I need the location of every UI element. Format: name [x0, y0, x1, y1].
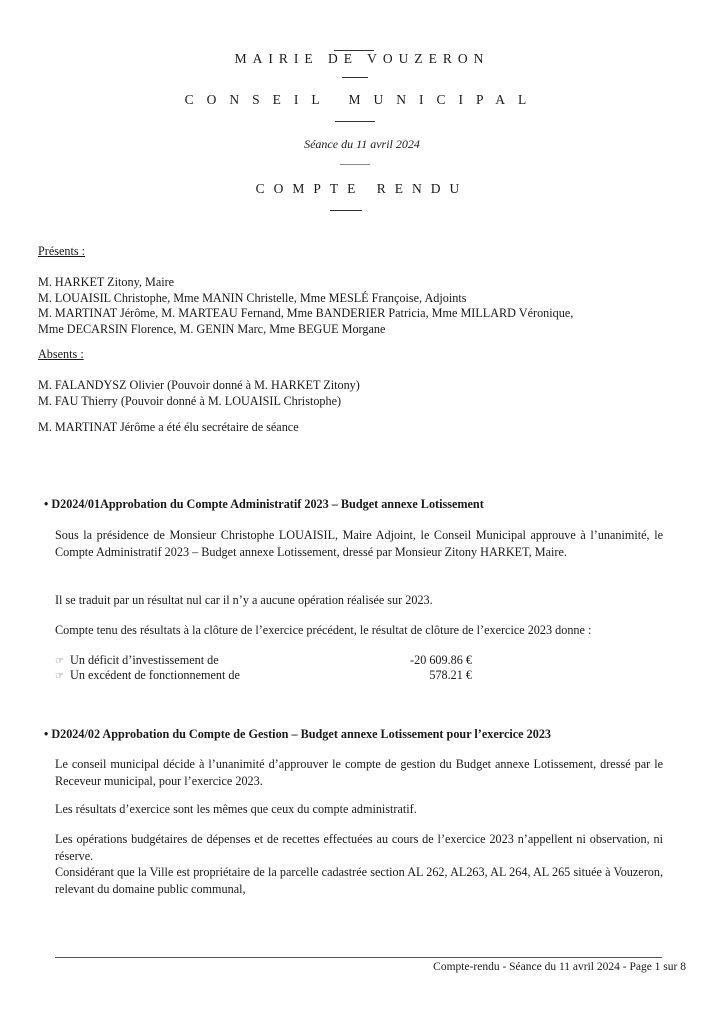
deliberation-1-para: Sous la présidence de Monsieur Christophe LOUAISIL, Maire Adjoint, le Conseil Municipal approuve à l’unanimité, le Compte Administratif 2023 – Budget annexe Lotissement, dressé par Monsieur Zitony HARKET, Maire. — [55, 528, 663, 559]
presents-line: Mme DECARSIN Florence, M. GENIN Marc, Mme BEGUE Morgane — [38, 321, 386, 336]
presents-label: Présents : — [38, 244, 86, 258]
presents-list — [38, 275, 678, 337]
result-amount: -20 609.86 € — [410, 653, 472, 667]
page-footer: Compte-rendu - Séance du 11 avril 2024 - Page 1 sur 8 — [433, 961, 686, 973]
presents-line: M. LOUAISIL Christophe, Mme MANIN Christelle, Mme MESLÉ Françoise, Adjoints — [38, 290, 467, 305]
deliberation-2-title: • D2024/02 Approbation du Compte de Gestion – Budget annexe Lotissement pour l’exercice 2023 — [44, 727, 552, 741]
secretaire-text: M. MARTINAT Jérôme a été élu secrétaire de séance — [38, 420, 299, 434]
deliberation-2-para: Les résultats d’exercice sont les mêmes que ceux du compte administratif. — [55, 802, 417, 816]
header-rule — [340, 164, 370, 165]
absents-label: Absents : — [38, 347, 84, 361]
pointing-hand-icon: ☞ — [55, 656, 64, 667]
header-rule — [330, 210, 362, 211]
absents-list — [38, 378, 678, 409]
conseil-title: CONSEIL MUNICIPAL — [184, 92, 540, 107]
result-item: ☞ Un excédent de fonctionnement de — [55, 668, 240, 682]
deliberation-1-para: Compte tenu des résultats à la clôture de l’exercice précédent, le résultat de clôture de l’exercice 2023 donne : — [55, 623, 592, 637]
deliberation-1-para: Il se traduit par un résultat nul car il n’y a aucune opération réalisée sur 2023. — [55, 593, 433, 607]
pointing-hand-icon: ☞ — [55, 671, 64, 682]
compte-rendu-title: COMPTE RENDU — [255, 181, 469, 196]
presents-line: M. HARKET Zitony, Maire — [38, 275, 175, 289]
mairie-title: MAIRIE DE VOUZERON — [234, 51, 490, 66]
deliberation-2-para: Le conseil municipal décide à l’unanimité d’approuver le compte de gestion du Budget annexe Lotissement, dressé par le Receveur municipal, pour l’exercice 2023. — [55, 757, 663, 788]
seance-date: Séance du 11 avril 2024 — [304, 137, 420, 151]
absents-line: M. FAU Thierry (Pouvoir donné à M. LOUAISIL Christophe) — [38, 393, 342, 408]
footer-rule — [55, 957, 662, 958]
absents-line: M. FALANDYSZ Olivier (Pouvoir donné à M. HARKET Zitony) — [38, 378, 360, 392]
presents-line: M. MARTINAT Jérôme, M. MARTEAU Fernand, Mme BANDERIER Patricia, Mme MILLARD Véronique, — [38, 306, 574, 320]
header-rule — [335, 121, 375, 122]
header-rule — [342, 77, 368, 78]
deliberation-2-para: Les opérations budgétaires de dépenses et de recettes effectuées au cours de l’exercice 2023 n’appellent ni observation, ni réserve. — [55, 832, 663, 863]
result-item: ☞ Un déficit d’investissement de — [55, 653, 219, 667]
deliberation-2-para: Considérant que la Ville est propriétaire de la parcelle cadastrée section AL 262, AL263, AL 264, AL 265 située à Vouzeron, relevant du domaine public communal, — [55, 865, 663, 896]
deliberation-1-title: • D2024/01Approbation du Compte Administratif 2023 – Budget annexe Lotissement — [44, 497, 484, 511]
result-amount: 578.21 € — [429, 668, 472, 682]
